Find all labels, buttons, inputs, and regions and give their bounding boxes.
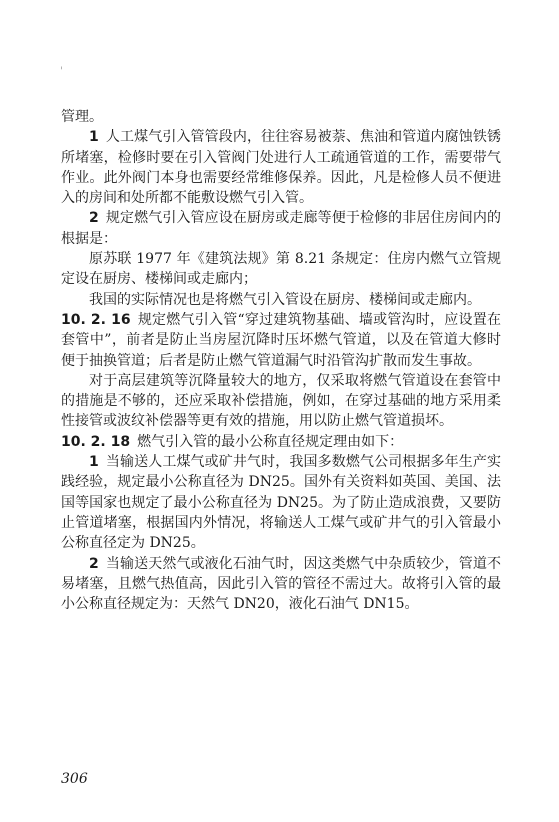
clause-number: 10. 2. 16 <box>61 311 131 328</box>
item-number: 1 <box>89 129 99 146</box>
paragraph-2: 1 人工煤气引入管管段内，往往容易被萘、焦油和管道内腐蚀铁锈所堵塞，检修时要在引入管阀门处进行人工疏通管道的工作，需要带气作业。此外阀门本身也需要经常维修保养。因此，凡是检修人员不便进入的房间和处所都不能敷设燃气引入管。 <box>61 129 501 207</box>
body-text <box>61 107 501 614</box>
item-number: 1 <box>89 454 99 471</box>
clause-number: 10. 2. 18 <box>61 433 131 450</box>
paragraph-10: 2 当输送天然气或液化石油气时，因这类燃气中杂质较少，管道不易堵塞，且燃气热值高，因此引入管的管径不需过大。故将引入管的最小公称直径规定为：天然气 DN20，液化石油气 DN15。 <box>61 555 501 613</box>
paragraph-1: 管理。 <box>61 109 103 125</box>
paragraph-7: 对于高层建筑等沉降量较大的地方，仅采取将燃气管道设在套管中的措施是不够的，还应采取补偿措施，例如，在穿过基础的地方采用柔性接管或波纹补偿器等更有效的措施，用以防止燃气管道损坏。 <box>61 372 501 430</box>
paragraph-9: 1 当输送人工煤气或矿井气时，我国多数燃气公司根据多年生产实践经验，规定最小公称直径为 DN25。国外有关资料如英国、美国、法国等国家也规定了最小公称直径为 DN25。为了防止造成浪费，又要防止管道堵塞，根据国内外情况，将输送人工煤气或矿井气的引入管最小公称直径定为 DN25。 <box>61 454 501 552</box>
paragraph-5: 我国的实际情况也是将燃气引入管设在厨房、楼梯间或走廊内。 <box>89 291 481 308</box>
clause-10-2-16: 10. 2. 16 规定燃气引入管“穿过建筑物基础、墙或管沟时，应设置在套管中”，前者是防止当房屋沉降时压坏燃气管道，以及在管道大修时便于抽换管道；后者是防止燃气管道漏气时沿管沟扩散而发生事故。 <box>61 311 502 369</box>
clause-10-2-18: 10. 2. 18 燃气引入管的最小公称直径规定理由如下： <box>61 433 404 450</box>
item-number: 2 <box>89 210 99 227</box>
item-number: 2 <box>89 555 99 572</box>
paragraph-4: 原苏联 1977 年《建筑法规》第 8.21 条规定：住房内燃气立管规定设在厨房、楼梯间或走廊内； <box>61 251 501 288</box>
scan-mark: ' <box>60 66 63 77</box>
page-number: 306 <box>61 771 88 787</box>
paragraph-3: 2 规定燃气引入管应设在厨房或走廊等便于检修的非居住房间内的根据是： <box>61 210 501 247</box>
